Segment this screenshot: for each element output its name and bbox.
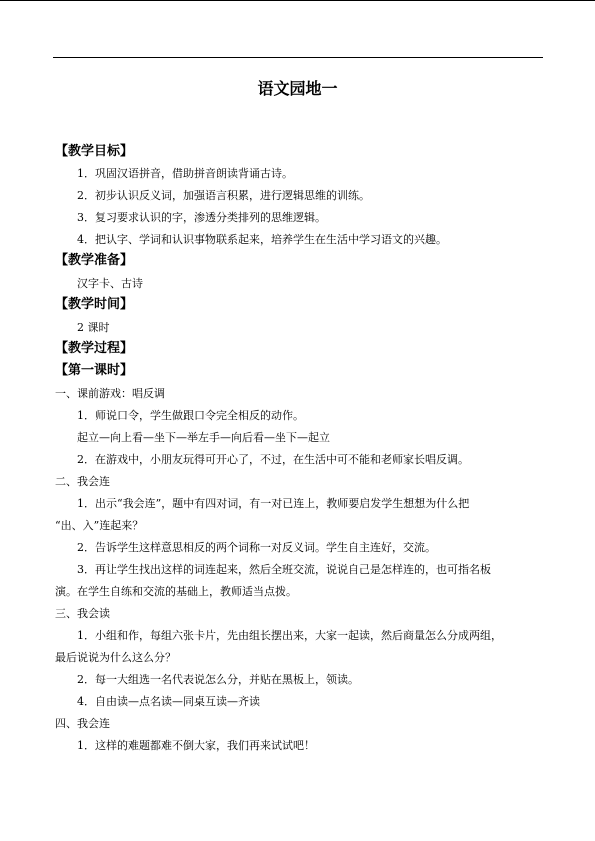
part3-item-1-cont: 最后说说为什么这么分？: [55, 651, 176, 664]
part2-item-3: 3．再让学生找出这样的词连起来，然后全班交流，说说自己是怎样连的，也可指名板: [77, 563, 491, 576]
goal-item-4: 4．把认字、学词和认识事物联系起来，培养学生在生活中学习语文的兴趣。: [77, 233, 447, 246]
lesson1-heading: 【第一课时】: [55, 363, 134, 378]
part3-item-4: 4．自由读—点名读—同桌互读—齐读: [77, 695, 260, 708]
goal-item-2: 2．初步认识反义词，加强语言积累，进行逻辑思维的训练。: [77, 189, 370, 202]
part1-title: 一、课前游戏：唱反调: [55, 387, 165, 400]
part2-item-1: 1．出示“我会连”，题中有四对词，有一对已连上，教师要启发学生想想为什么把: [77, 497, 470, 510]
part3-item-2: 2．每一大组选一名代表说怎么分，并贴在黑板上，领读。: [77, 673, 359, 686]
part2-item-2: 2．告诉学生这样意思相反的两个词称一对反义词。学生自主连好，交流。: [77, 541, 436, 554]
time-text: 2 课时: [77, 321, 110, 334]
part2-title: 二、我会连: [55, 475, 110, 488]
part4-item-1: 1．这样的难题都难不倒大家，我们再来试试吧！: [77, 739, 315, 752]
goal-item-3: 3．复习要求认识的字，渗透分类排列的思维逻辑。: [77, 211, 326, 224]
part1-item-2: 起立—向上看—坐下—举左手—向后看—坐下—起立: [77, 431, 330, 444]
part3-item-1: 1．小组和作，每组六张卡片，先由组长摆出来，大家一起读，然后商量怎么分成两组，: [77, 629, 502, 642]
prep-heading: 【教学准备】: [55, 253, 134, 268]
part2-item-3-cont: 演。在学生自练和交流的基础上，教师适当点拨。: [55, 585, 297, 598]
part3-title: 三、我会读: [55, 607, 110, 620]
prep-text: 汉字卡、古诗: [77, 277, 143, 290]
goals-heading: 【教学目标】: [55, 144, 134, 159]
goal-item-1: 1．巩固汉语拼音，借助拼音朗读背诵古诗。: [77, 167, 293, 180]
header-rule: [53, 57, 543, 58]
part2-item-1-cont: “出、入”连起来？: [55, 519, 144, 532]
time-heading: 【教学时间】: [55, 297, 134, 312]
page-title: 语文园地一: [257, 79, 338, 98]
part1-item-1: 1．师说口令，学生做跟口令完全相反的动作。: [77, 409, 304, 422]
part4-title: 四、我会连: [55, 717, 110, 730]
top-border-line: [0, 0, 595, 1]
process-heading: 【教学过程】: [55, 341, 134, 356]
part1-item-3: 2．在游戏中，小朋友玩得可开心了，不过，在生活中可不能和老师家长唱反调。: [77, 453, 469, 466]
